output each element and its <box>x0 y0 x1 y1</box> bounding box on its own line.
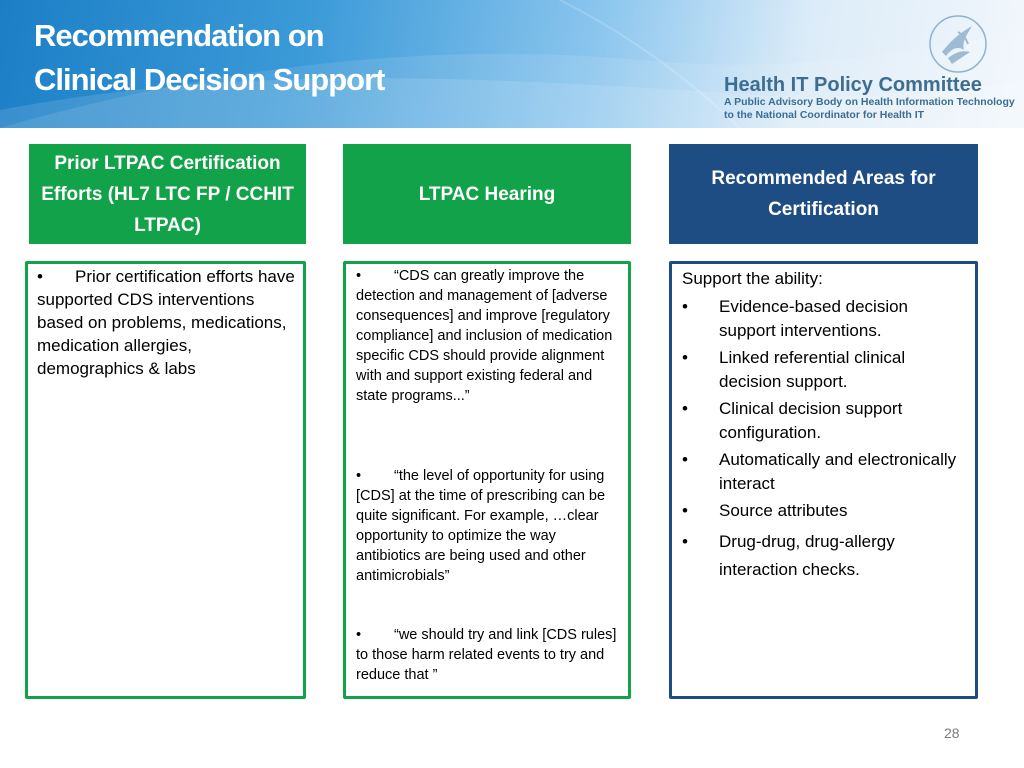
prior-efforts-text: Prior certification efforts have supported CDS interventions based on problems, medications, medication allergies, demographics & labs <box>37 267 295 378</box>
page-title-line2: Clinical Decision Support <box>34 62 385 97</box>
column-header-label: Prior LTPAC Certification Efforts (HL7 LTC FP / CCHIT LTPAC) <box>41 152 294 236</box>
recommended-item-text: Automatically and electronically interact <box>719 450 957 493</box>
recommended-item <box>682 346 966 394</box>
org-subtitle <box>724 96 1015 122</box>
column-header-ltpac-hearing <box>343 144 631 244</box>
hearing-quote-text: “CDS can greatly improve the detection and management of [adverse consequences] and improve [regulatory compliance] and inclusion of medication specific CDS should provide alignment with and support existing federal and state programs...” <box>356 268 613 404</box>
recommended-item-text: Drug-drug, drug-allergy interaction checks. <box>719 532 895 579</box>
hearing-quote-1 <box>356 266 624 406</box>
bullet-icon: • <box>682 348 688 367</box>
recommended-item-text: Clinical decision support configuration. <box>719 399 903 442</box>
column-header-label: LTPAC Hearing <box>418 183 556 205</box>
prior-efforts-bullet <box>37 265 299 380</box>
column-header-label: Recommended Areas for Certification <box>711 168 936 220</box>
bullet-icon: • <box>356 268 362 284</box>
bullet-icon: • <box>682 297 688 316</box>
bullet-icon: • <box>682 532 688 551</box>
org-subtitle-line1: A Public Advisory Body on Health Information Technology <box>724 96 1015 108</box>
recommended-item <box>682 448 966 496</box>
recommended-item <box>682 295 966 343</box>
hearing-quote-2 <box>356 466 624 586</box>
page-title <box>34 14 385 102</box>
page-title-line1: Recommendation on <box>34 18 324 53</box>
column-header-recommended-areas <box>669 144 978 244</box>
recommended-lead: Support the ability: <box>682 269 823 288</box>
recommended-item-text: Source attributes <box>719 501 848 520</box>
hearing-quote-text: “the level of opportunity for using [CDS] at the time of prescribing can be quite significant. For example, …clear opportunity to optimize the way antibiotics are being used and other antimicrobials” <box>356 468 606 584</box>
bullet-icon: • <box>356 468 362 484</box>
recommended-item <box>682 528 966 584</box>
bullet-icon: • <box>682 399 688 418</box>
recommended-item-text: Evidence-based decision support interventions. <box>719 297 909 340</box>
page-number: 28 <box>944 725 960 741</box>
bullet-icon: • <box>682 501 688 520</box>
hearing-quote-3 <box>356 625 624 685</box>
recommended-item-text: Linked referential clinical decision support. <box>719 348 906 391</box>
hhs-eagle-logo-icon <box>928 12 988 76</box>
column-header-prior-certification <box>29 144 306 244</box>
bullet-icon: • <box>356 627 362 643</box>
recommended-item <box>682 499 966 523</box>
hearing-quote-text: “we should try and link [CDS rules] to those harm related events to try and reduce that ” <box>356 627 617 683</box>
org-subtitle-line2: to the National Coordinator for Health IT <box>724 109 925 121</box>
bullet-icon: • <box>37 267 43 286</box>
org-name: Health IT Policy Committee <box>724 74 982 96</box>
recommended-item <box>682 397 966 445</box>
bullet-icon: • <box>682 450 688 469</box>
